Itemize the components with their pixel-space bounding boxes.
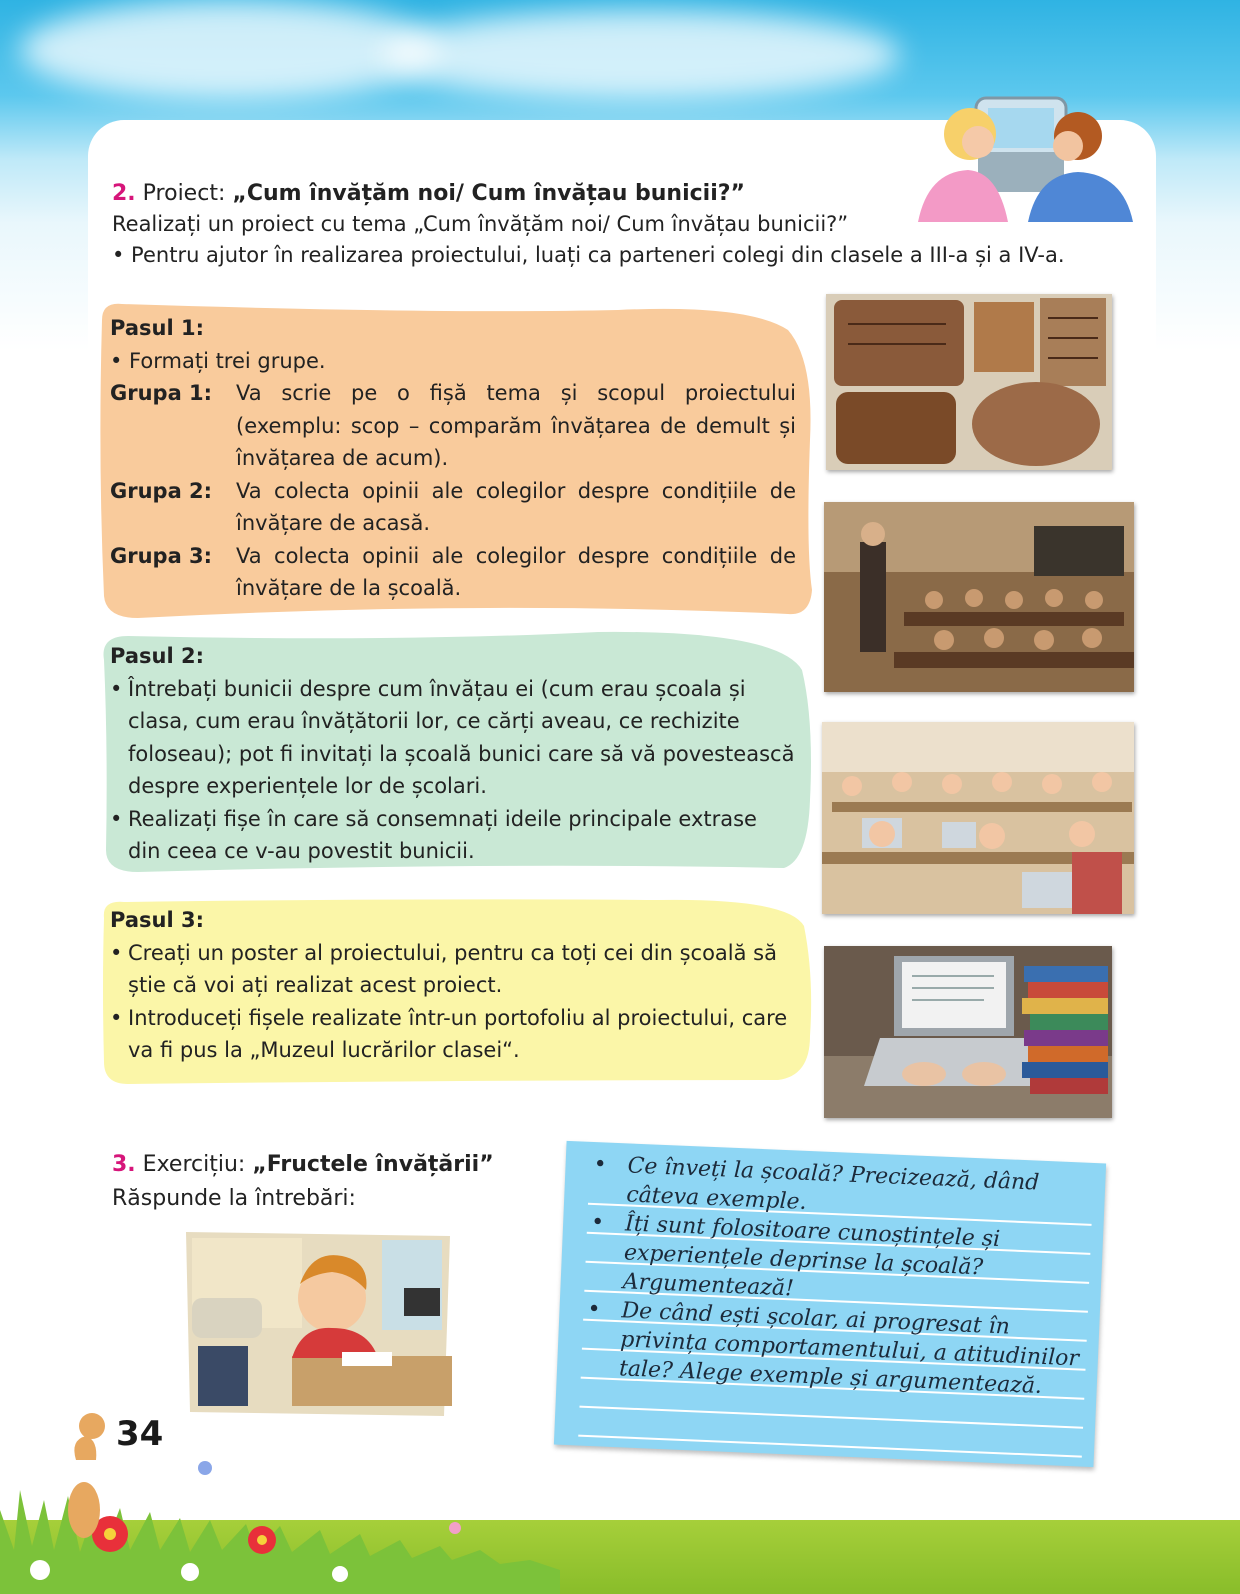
group-1-label: Grupa 1: bbox=[110, 381, 213, 405]
group-1-row bbox=[110, 377, 796, 475]
page-number: 34 bbox=[116, 1414, 164, 1454]
questions-list bbox=[585, 1150, 1094, 1403]
question-1-text: Ce înveți la școală? Precizează, dând câteva exemple. bbox=[625, 1153, 1040, 1215]
section-3-number: 3. bbox=[112, 1152, 136, 1177]
group-2-text: Va colecta opinii ale colegilor despre condițiile de învățare de acasă. bbox=[236, 478, 796, 535]
step-2-bullet-1 bbox=[110, 673, 796, 803]
ancient-tablets-photo bbox=[826, 294, 1112, 470]
step-2-box bbox=[98, 630, 814, 874]
exercise-title-line bbox=[112, 1148, 494, 1182]
step-1-box bbox=[98, 300, 814, 620]
step-3-bullet-2-text: Introduceți fișele realizate într-un portofoliu al proiectului, care va fi pus la „Muzeul lucrărilor clasei“. bbox=[128, 1005, 788, 1062]
group-2-label: Grupa 2: bbox=[110, 478, 213, 503]
project-instruction: Realizați un proiect cu tema „Cum învățăm noi/ Cum învățau bunicii?” bbox=[112, 212, 849, 236]
bullet-dot: • bbox=[110, 940, 123, 965]
section-2-number: 2. bbox=[112, 181, 136, 206]
question-2-text: Îți sunt folositoare cunoștințele și experiențele deprinse la școală? Argumentează! bbox=[622, 1211, 1001, 1302]
bullet-dot: • bbox=[593, 1151, 608, 1178]
step-3-title: Pasul 3: bbox=[110, 908, 204, 932]
group-3-row bbox=[110, 540, 796, 605]
step-3-bullet-2 bbox=[110, 1002, 796, 1067]
section-3-label: Exercițiu: bbox=[142, 1152, 246, 1177]
step-3-bullet-1 bbox=[110, 937, 796, 1002]
group-1-text: Va scrie pe o fișă tema și scopul proiectului (exemplu: scop – comparăm învățarea de demult și învățarea de acum). bbox=[236, 381, 796, 470]
questions-card bbox=[554, 1141, 1106, 1467]
step-2-bullet-2-text: Realizați fișe în care să consemnați ideile principale extrase din ceea ce v-au povestit bunicii. bbox=[128, 806, 757, 863]
project-title-line bbox=[112, 178, 1132, 209]
sky-cloud bbox=[20, 0, 440, 100]
sky-cloud bbox=[380, 10, 900, 100]
step-3-bullet-1-text: Creați un poster al proiectului, pentru ca toți cei din școală să știe că voi ați realizat acest proiect. bbox=[128, 940, 777, 997]
section-2-label: Proiect: bbox=[142, 181, 226, 206]
bullet-dot: • bbox=[110, 676, 123, 701]
bullet-dot: • bbox=[110, 1005, 123, 1030]
group-3-text: Va colecta opinii ale colegilor despre condițiile de învățare de la școală. bbox=[236, 543, 796, 600]
bullet-dot: • bbox=[590, 1209, 605, 1236]
bullet-dot: • bbox=[110, 806, 123, 831]
boy-studying-illustration bbox=[182, 1228, 454, 1420]
step-1-intro: • Formați trei grupe. bbox=[110, 348, 326, 373]
step-3-box bbox=[98, 896, 814, 1086]
step-2-bullet-1-text: Întrebați bunicii despre cum învățau ei (cum erau școala și clasa, cum erau învățătorii lor, ce cărți aveau, ce rechizite foloseau); pot fi invitați la școală bunici care să vă povestească despre experiențele lor de școlari. bbox=[128, 676, 795, 798]
laptop-books-photo bbox=[824, 946, 1112, 1118]
modern-classroom-photo bbox=[822, 722, 1134, 914]
section-2-header bbox=[112, 178, 1132, 271]
project-partners-note: • Pentru ajutor în realizarea proiectului, luați ca parteneri colegi din clasele a III-a și a IV-a. bbox=[112, 243, 1065, 267]
grass-flowers-illustration bbox=[0, 1400, 560, 1594]
step-2-title: Pasul 2: bbox=[110, 644, 204, 668]
section-3-header bbox=[112, 1148, 494, 1216]
step-2-bullet-2 bbox=[110, 803, 796, 868]
exercise-instruction: Răspunde la întrebări: bbox=[112, 1186, 356, 1211]
step-1-title: Pasul 1: bbox=[110, 316, 204, 340]
question-3-text: De când ești școlar, ai progresat în privința comportamentului, a atitudinilor tale? Alege exemple și argumentează. bbox=[618, 1298, 1080, 1399]
group-3-label: Grupa 3: bbox=[110, 543, 213, 568]
old-classroom-painting bbox=[824, 502, 1134, 692]
bullet-dot: • bbox=[587, 1296, 602, 1323]
group-2-row bbox=[110, 475, 796, 540]
exercise-title: „Fructele învățării” bbox=[252, 1152, 494, 1177]
project-title: „Cum învățăm noi/ Cum învățau bunicii?” bbox=[232, 181, 745, 206]
